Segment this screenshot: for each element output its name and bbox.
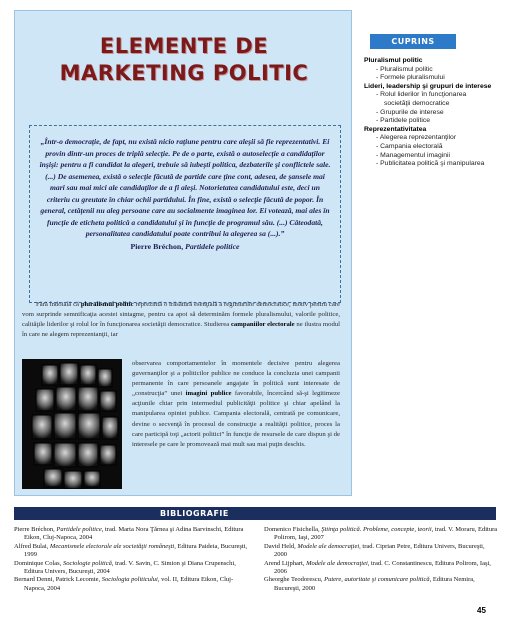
toc-item: - Pluralismul politic bbox=[376, 65, 433, 73]
entry-title: Putere, autoritate şi comunicare politică bbox=[324, 576, 430, 584]
entry-details: , Editura Nemira, Bucureşti, 2000 bbox=[274, 576, 475, 592]
table-of-contents bbox=[364, 34, 494, 169]
entry-author: Gheorghe Teodorescu, bbox=[264, 576, 325, 584]
toc-item: - Managementul imaginii bbox=[376, 151, 451, 159]
toc-section-title: Pluralismul politic bbox=[364, 57, 423, 64]
entry-title: Partidele politice bbox=[56, 526, 102, 533]
bibliography-entry bbox=[14, 526, 252, 543]
bibliography-entry bbox=[264, 543, 498, 560]
toc-section-title: Reprezentativitatea bbox=[364, 125, 427, 133]
entry-title: Mecanismele electorale ale societăţii româneşti bbox=[49, 542, 175, 550]
page-title bbox=[15, 33, 353, 87]
bibliography-entry bbox=[264, 526, 498, 543]
entry-author: David Held, bbox=[264, 542, 298, 550]
illustration-photo bbox=[22, 359, 122, 489]
entry-author: Alfred Bulai, bbox=[14, 542, 50, 550]
toc-item: - Alegerea reprezentanţilor bbox=[376, 134, 457, 142]
entry-details: , trad. C. Constantinescu, Editura Polirom, Iaşi, 2006 bbox=[274, 559, 491, 576]
bibliography-entry bbox=[14, 560, 252, 577]
title-line-1: ELEMENTE DE bbox=[99, 34, 269, 58]
toc-item: - Grupurile de interese bbox=[376, 108, 444, 116]
toc-item: - Partidele politice bbox=[376, 117, 431, 125]
bibliography-heading: BIBLIOGRAFIE bbox=[160, 509, 229, 518]
entry-author: Pierre Bréchon, bbox=[14, 526, 57, 533]
toc-heading: CUPRINS bbox=[370, 34, 456, 49]
campaign-paragraph bbox=[132, 359, 340, 450]
intro-text-3: ne ilustra modul în care ne alegem reprezentanţii, iar bbox=[22, 321, 340, 339]
entry-title: Sociologie politică bbox=[62, 559, 112, 567]
toc-item: - Campania electorală bbox=[376, 142, 443, 150]
bibliography-bar bbox=[14, 507, 496, 520]
quote-attribution bbox=[38, 242, 332, 251]
bibliography-entry bbox=[264, 576, 498, 593]
bibliography-entry bbox=[264, 560, 498, 577]
page-number: 45 bbox=[477, 606, 486, 615]
entry-author: Bernard Denni, Patrick Lecomte, bbox=[14, 576, 102, 584]
toc-item: - Formele pluralismului bbox=[376, 74, 445, 82]
intro-text-1: Fără îndoială că bbox=[36, 301, 81, 308]
toc-list bbox=[364, 57, 494, 169]
entry-details: , trad. Marta Nora Ţărnea şi Adina Barvinschi, Editura Eikon, Cluj-Napoca, 2004 bbox=[24, 526, 244, 542]
entry-details: , vol. II, Editura Eikon, Cluj-Napoca, 2004 bbox=[24, 576, 234, 592]
entry-author: Domenico Fisichella, bbox=[264, 526, 322, 533]
entry-details: , trad. V. Savin, C. Simion şi Diana Crupenschi, Editura Univers, Bucureşti, 2004 bbox=[24, 559, 236, 576]
entry-title: Modele ale democraţiei bbox=[297, 542, 360, 550]
entry-details: , trad. Ciprian Petre, Editura Univers, Bucureşti, 2000 bbox=[274, 542, 485, 559]
campaign-text-2: favorabile, încercând să-şi legitimeze acţiunile chiar prin intermediul publicităţii politice şi chiar apelând la manipularea opiniei publice. Campania electorală, centrată pe comunicare, devine o secvenţă în procesul de construcţie a realităţii politice, proces la care participă toţi „actorii politici” în funcţie de resursele de care dispun şi de interesele pe care le promovează mai mult sau mai puţin deschis. bbox=[132, 390, 340, 448]
entry-title: Modele ale democraţiei bbox=[306, 559, 368, 567]
bibliography-right bbox=[264, 526, 498, 593]
toc-item: - Publicitatea politică şi manipularea bbox=[376, 160, 485, 168]
title-line-2: MARKETING POLITIC bbox=[59, 61, 309, 85]
entry-details: , trad. V. Moraru, Editura Polirom, Iaşi, 2007 bbox=[274, 526, 498, 542]
quote-work: Partidele politice bbox=[185, 241, 240, 251]
entry-author: Dominique Colas, bbox=[14, 559, 63, 567]
intro-paragraph bbox=[22, 300, 340, 340]
keyword-pluralism: pluralismul politic bbox=[80, 301, 134, 308]
faces-grid-image bbox=[22, 359, 122, 489]
entry-author: Arend Lijphart, bbox=[264, 559, 307, 567]
intro-text-2: reprezintă o trăsătură esenţială a regimurilor democratice, motiv pentru care vom surprinde semnificaţia acestei sintagme, pentru ca apoi să determinăm formele pluralismului, valorile politice, calităţile liderilor şi rolul lor în funcţionarea societăţii democratice. Studierea bbox=[22, 301, 340, 329]
bibliography-left bbox=[14, 526, 252, 593]
bibliography-entry bbox=[14, 543, 252, 560]
keyword-campaigns: campaniilor electorale bbox=[230, 321, 295, 329]
bibliography-entry bbox=[14, 576, 252, 593]
toc-section-title: Lideri, leadership şi grupuri de interese bbox=[364, 82, 492, 90]
quote-text: „Într-o democraţie, de fapt, nu există nicio raţiune pentru care aleşii să fie reprezentativi. Ei provin dintr-un proces de triplă selecţie. Pe de o parte, există o autoselecţie a candidaţilor înşişi: pentru a fi candidat la alegeri, trebuie să iubeşti politica, dezbaterile şi conflictele sale. (...) De asemenea, există o selecţie făcută de partide care ţine cont, adesea, de şansele mai mari sau mai mici ale candidaţilor de a fi aleşi. Notorietatea candidatului este, deci un criteriu cu greutate în chiar ochii partidului. În fine, există o selecţie făcută de popor. În general, cetăţenii nu aleg persoane care au socialmente imaginea lor. Ei votează, mai ales în funcţie de eticheta politică a candidatului şi în funcţie de programul său. (...) Câteodată, personalitatea candidatului poate contribui la alegerea sa (...).” bbox=[39, 137, 331, 238]
entry-details: , Editura Paideia, Bucureşti, 1999 bbox=[24, 542, 248, 559]
toc-item: - Rolul liderilor în funcţionarea societăţii democratice bbox=[376, 91, 467, 107]
quote-box bbox=[29, 125, 341, 303]
campaign-text-1: observarea comportamentelor în momentele decisive pentru alegerea guvernanţilor şi a politicilor publice ne conduce la concluzia unei campanii permanente în care persoanele angajate în politică sunt interesate de „construcţia” unei bbox=[132, 360, 340, 398]
entry-title: Ştiinţa politică. Probleme, concepte, teorii bbox=[321, 526, 432, 533]
keyword-public-image: imagini publice bbox=[185, 390, 232, 398]
entry-title: Sociologia politicului bbox=[101, 576, 158, 584]
quote-author: Pierre Bréchon, bbox=[130, 241, 184, 251]
